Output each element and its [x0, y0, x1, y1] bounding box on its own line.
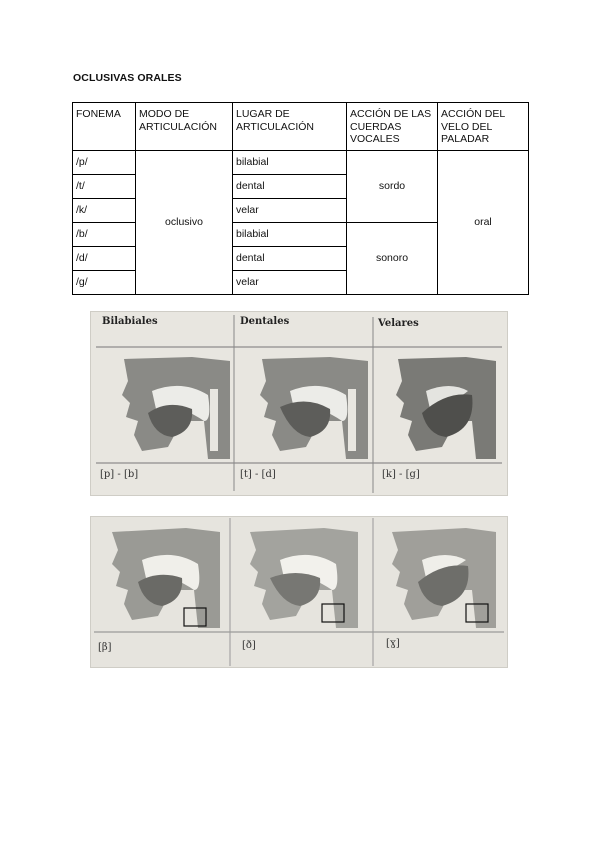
lugar-cell: bilabial: [233, 151, 347, 175]
header-cuerdas: ACCIÓN DE LAS CUERDAS VOCALES: [347, 103, 438, 151]
lugar-cell: velar: [233, 199, 347, 223]
header-modo: MODO DE ARTICULACIÓN: [136, 103, 233, 151]
articulation-figure-stops: [90, 311, 508, 496]
section-title: OCLUSIVAS ORALES: [73, 72, 182, 84]
lugar-cell: dental: [233, 247, 347, 271]
vocal-tract-sketches: [90, 311, 508, 496]
cuerdas-cell: sonoro: [347, 223, 438, 295]
header-velares: Velares: [378, 318, 419, 329]
vocal-tract-dental: [260, 357, 368, 459]
vocal-tract-bilabial: [122, 357, 230, 459]
phoneme-cell: /t/: [73, 175, 136, 199]
caption-gamma: [ɣ]: [386, 638, 400, 649]
vocal-tract-gamma: [392, 528, 496, 628]
modo-cell: oclusivo: [136, 151, 233, 295]
vocal-tract-velar: [396, 357, 496, 459]
phoneme-table: [72, 102, 529, 295]
vocal-tract-eth: [250, 528, 358, 628]
cuerdas-cell: sordo: [347, 151, 438, 223]
table-row: [73, 151, 529, 175]
phoneme-cell: /b/: [73, 223, 136, 247]
header-dentales: Dentales: [240, 316, 290, 327]
caption-dental: [t] - [d]: [240, 469, 276, 480]
velo-cell: oral: [438, 151, 529, 295]
phoneme-cell: /k/: [73, 199, 136, 223]
lugar-cell: dental: [233, 175, 347, 199]
table-header-row: [73, 103, 529, 151]
phoneme-cell: /g/: [73, 271, 136, 295]
caption-eth: [ð]: [242, 640, 256, 651]
caption-beta: [β]: [98, 642, 112, 653]
caption-velar: [k] - [g]: [382, 469, 420, 480]
header-fonema: FONEMA: [73, 103, 136, 151]
vocal-tract-sketches-2: [90, 516, 508, 668]
header-lugar: LUGAR DE ARTICULACIÓN: [233, 103, 347, 151]
header-velo: ACCIÓN DEL VELO DEL PALADAR: [438, 103, 529, 151]
lugar-cell: bilabial: [233, 223, 347, 247]
phoneme-cell: /p/: [73, 151, 136, 175]
lugar-cell: velar: [233, 271, 347, 295]
caption-bilabial: [p] - [b]: [100, 469, 139, 480]
articulation-figure-allophones: [90, 516, 508, 668]
vocal-tract-beta: [112, 528, 220, 628]
header-bilabiales: Bilabiales: [102, 316, 158, 327]
phoneme-cell: /d/: [73, 247, 136, 271]
